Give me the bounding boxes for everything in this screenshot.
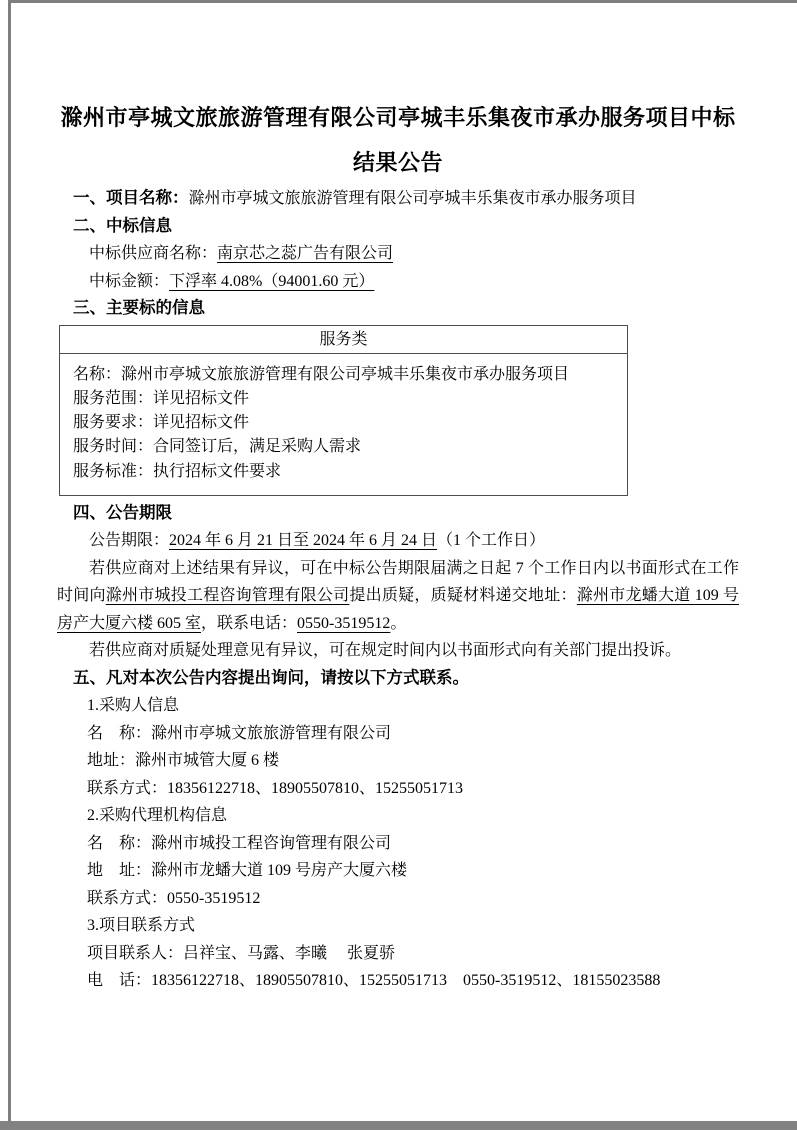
period-label: 公告期限： [89,532,170,550]
page-edge-bottom [0,1121,797,1130]
supplier-value: 南京芯之蕊广告有限公司 [217,245,394,262]
purchaser-name-line: 名 称：滁州市亭城文旅旅游管理有限公司 [87,724,392,742]
agency-info-group [57,802,739,912]
section-4-heading: 四、公告期限 [73,503,172,522]
amount-line [57,268,739,296]
doc-title-line-1: 滁州市亭城文旅旅游管理有限公司亭城丰乐集夜市承办服务项目中标 [60,105,736,130]
plain-text: 提出质疑，质疑材料递交地址： [349,587,577,605]
table-row: 服务标准：执行招标文件要求 [73,462,282,480]
table-row: 服务范围：详见招标文件 [73,389,250,407]
service-table-header: 服务类 [60,326,627,354]
project-name: 滁州市亭城文旅旅游管理有限公司亭城丰乐集夜市承办服务项目 [188,190,637,207]
amount-label: 中标金额： [89,272,170,290]
table-row: 名称：滁州市亭城文旅旅游管理有限公司亭城丰乐集夜市承办服务项目 [73,365,570,383]
agency-name-line: 名 称：滁州市城投工程咨询管理有限公司 [87,834,392,852]
section-1-heading: 一、项目名称： [73,189,189,207]
period-suffix: （1 个工作日） [437,532,546,550]
doc-title-line-2: 结果公告 [352,150,443,175]
complaint-line: 若供应商对质疑处理意见有异议，可在规定时间内以书面形式向有关部门提出投诉。 [89,642,682,660]
section-5-heading: 五、凡对本次公告内容提出询问，请按以下方式联系。 [73,668,469,687]
announcement-period-line [57,527,739,555]
page-edge-left [8,0,11,1121]
supplier-line [57,240,739,268]
project-contact-title: 3.项目联系方式 [87,917,196,935]
purchaser-contact-line: 联系方式：18356122718、18905507810、15255051713 [87,779,464,797]
underlined-text: 滁州市城投工程咨询管理有限公司 [105,587,350,605]
project-contact-group [57,912,739,995]
amount-value: 下浮率 4.08%（94001.60 元） [169,272,375,290]
section-2-heading: 二、中标信息 [73,216,172,235]
section-3-heading: 三、主要标的信息 [73,299,205,317]
table-row: 服务要求：详见招标文件 [73,414,250,432]
doc-title [57,0,739,185]
plain-text: 若供应商对上述结果有异议，可在中标公告期限届满之日起 7 个工作日内以书面形式在工作时间向 [57,559,739,605]
underlined-text: 0550-3519512 [297,614,391,632]
supplier-label: 中标供应商名称： [89,245,218,262]
agency-address-line: 地 址：滁州市龙蟠大道 109 号房产大厦六楼 [87,862,408,880]
underlined-text: 滁州市龙蟠大道 109 号房产大厦六楼 605 室 [57,587,739,632]
agency-info-title: 2.采购代理机构信息 [87,807,228,825]
purchaser-info-title: 1.采购人信息 [87,697,180,715]
document-content [57,0,739,995]
service-table-body [60,354,627,495]
project-contact-phones-line: 电 话：18356122718、18905507810、15255051713 0550-3519512、18155023588 [87,972,661,990]
agency-contact-line: 联系方式：0550-3519512 [87,889,261,907]
project-contact-persons-line: 项目联系人：吕祥宝、马露、李曦 张夏骄 [87,944,396,962]
plain-text: 。 [390,614,407,632]
table-row: 服务时间：合同签订后，满足采购人需求 [73,438,362,456]
purchaser-info-group [57,692,739,802]
plain-text: ，联系电话： [201,614,298,632]
objection-paragraph [57,555,739,638]
service-table [59,325,628,496]
purchaser-address-line: 地址：滁州市城管大厦 6 楼 [87,752,280,770]
section-1-line [57,185,739,213]
period-value: 2024 年 6 月 21 日至 2024 年 6 月 24 日 [169,532,438,550]
